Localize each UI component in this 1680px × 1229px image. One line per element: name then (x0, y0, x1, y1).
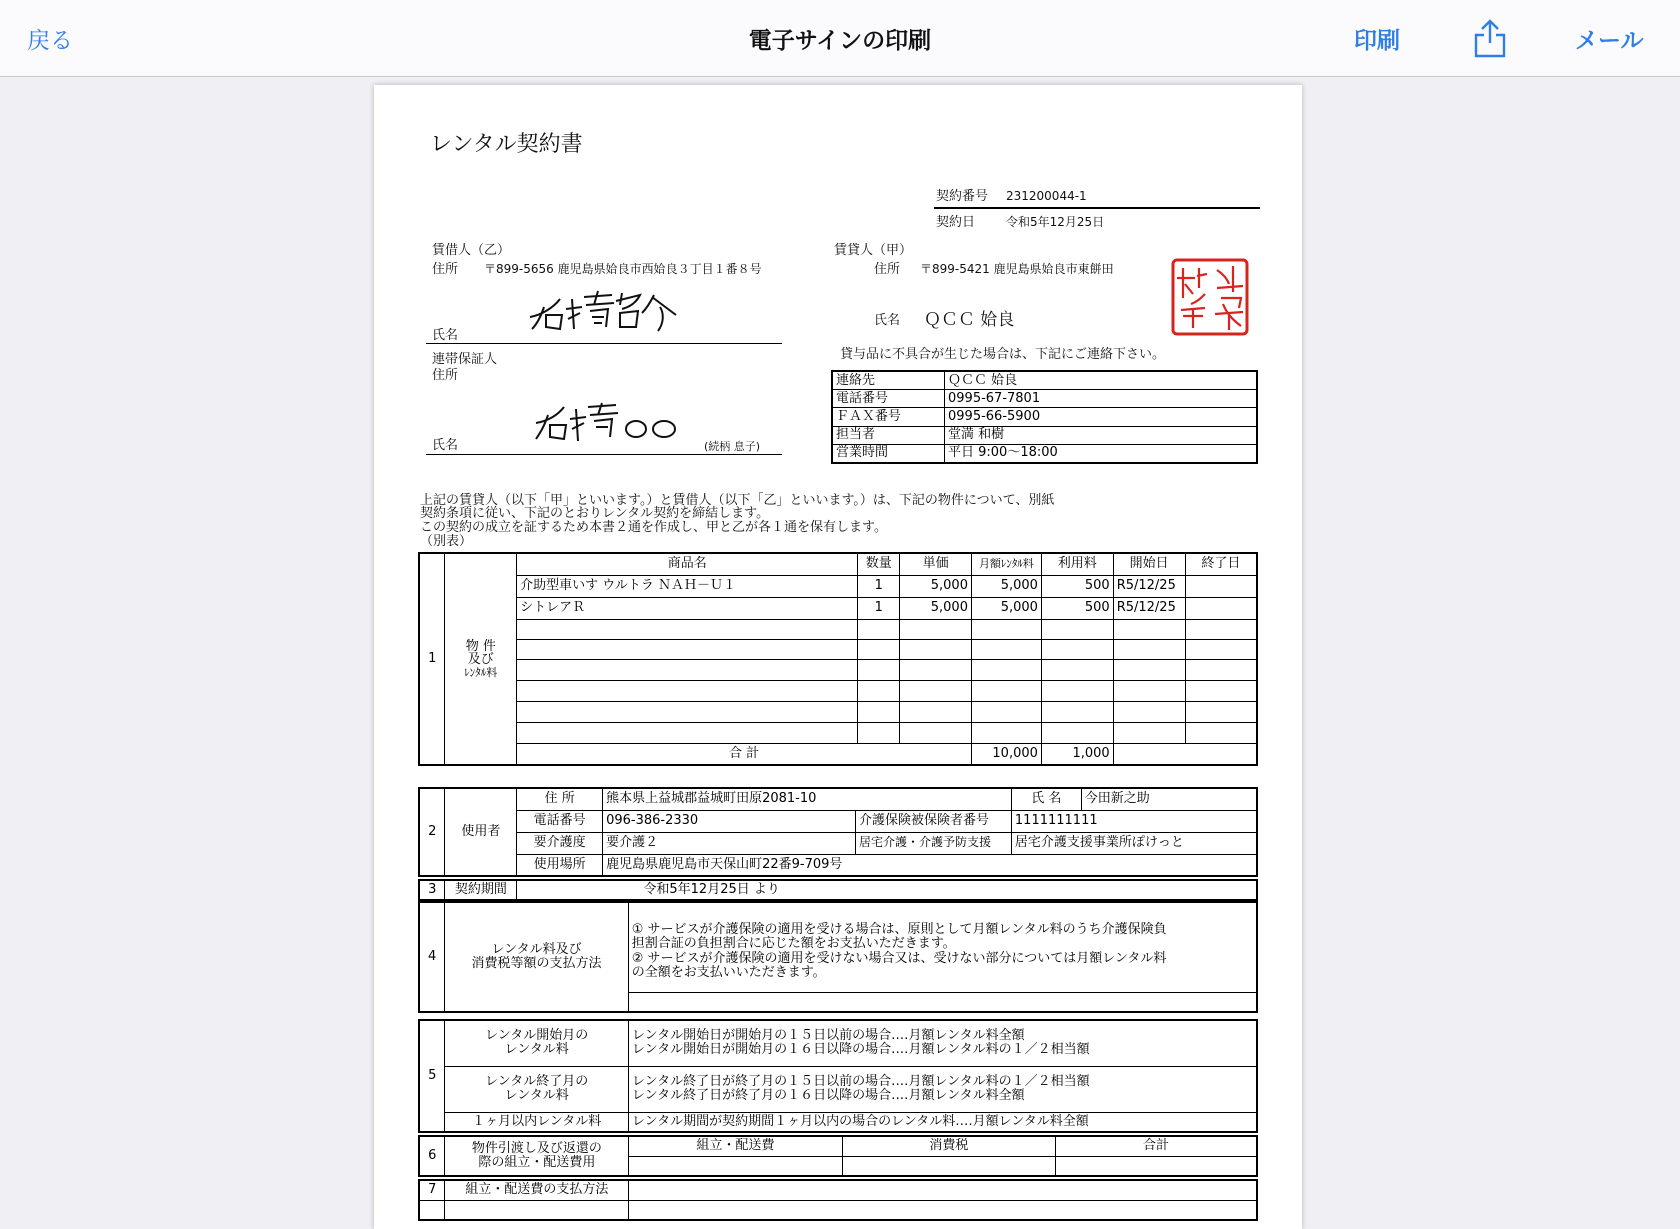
section-1-label (445, 553, 517, 765)
cell (842, 1156, 1055, 1176)
contract-date: 令和5年12月25日 (1006, 215, 1105, 229)
contact-row (832, 426, 1257, 444)
start-month-line: レンタル開始日が開始月の１５日以前の場合‥‥月額レンタル料全額 (631, 1027, 1025, 1043)
cell (1056, 1156, 1257, 1176)
lessor-name-label: 氏名 (874, 313, 901, 328)
cell (1113, 659, 1185, 680)
intro-line: 契約条項に従い、下記のとおりレンタル契約を締結します。 (420, 506, 770, 521)
cell (900, 701, 972, 722)
lessee-name-label: 氏名 (432, 328, 459, 343)
document-page (374, 85, 1302, 1229)
insured-no: 1111111111 (1011, 810, 1257, 832)
start-month-text (628, 1020, 1257, 1066)
contact-note: 貸与品に不具合が生じた場合は、下記にご連絡下さい。 (840, 347, 1166, 362)
total-label: 合 計 (517, 743, 972, 765)
section-2-label: 使用者 (445, 788, 517, 876)
cell (1185, 659, 1257, 680)
contact-label: 営業時間 (832, 444, 945, 463)
lessee-heading: 賃借人（乙） (432, 243, 511, 258)
contract-no-label: 契約番号 (936, 189, 989, 204)
section-1-label-line: 物 件 (465, 638, 496, 654)
table-row (419, 619, 1257, 639)
user-phone-label: 電話番号 (517, 810, 603, 832)
user-name: 今田新之助 (1081, 788, 1257, 810)
cell-start: R5/12/25 (1113, 597, 1185, 619)
payment-line: の全額をお支払いいただきます。 (631, 964, 826, 980)
cell-product: 介助型車いす ウルトラ ＮＡＨ－Ｕ１ (517, 575, 858, 597)
cell (1113, 722, 1185, 743)
payment-line: 担割合証の負担割合に応じた額をお支払いただきます。 (631, 936, 956, 952)
section-1-label-line: ﾚﾝﾀﾙ料 (464, 665, 498, 679)
table-row (419, 575, 1257, 597)
contract-date-label: 契約日 (936, 215, 976, 230)
cell (1041, 722, 1113, 743)
total-fee: 1,000 (1041, 743, 1113, 765)
section-3-number: 3 (419, 880, 445, 900)
cell (1041, 639, 1113, 659)
lessee-signature (524, 285, 694, 333)
section-6-number: 6 (419, 1136, 445, 1176)
cell (1185, 680, 1257, 701)
cell (900, 680, 972, 701)
payment-line: ② サービスが介護保険の適用を受けない場合又は、受けない部分については月額レンタル料 (631, 950, 1167, 966)
guarantor-address-label: 住所 (432, 368, 459, 383)
cell (1113, 743, 1257, 765)
table-row (419, 680, 1257, 701)
cell (900, 639, 972, 659)
lessee-address-label: 住所 (432, 262, 459, 277)
cell-product (517, 701, 858, 722)
section-6-table (418, 1135, 1258, 1177)
col-header-end: 終了日 (1185, 553, 1257, 575)
insured-label: 介護保険被保険者番号 (856, 810, 1012, 832)
cell (1185, 722, 1257, 743)
company-seal (1171, 258, 1249, 336)
section-4-label-line: レンタル料及び (491, 941, 582, 957)
col-header-unit-price: 単価 (900, 553, 972, 575)
guarantor-name-line (426, 454, 782, 455)
delivery-fee-header: 組立・配送費 (629, 1136, 843, 1156)
guarantor-signature (530, 401, 680, 447)
cell-fee: 500 (1041, 575, 1113, 597)
section-3-label: 契約期間 (445, 880, 517, 900)
cell (971, 701, 1041, 722)
cell-product (517, 619, 858, 639)
contact-value: ＱＣＣ 姶良 (945, 371, 1258, 390)
cell-product (517, 680, 858, 701)
section-6-label-line: 物件引渡し及び返還の (471, 1140, 602, 1156)
support-label: 居宅介護・介護予防支援 (856, 832, 1012, 854)
contract-no-underline (934, 207, 1260, 209)
cell (629, 1180, 1257, 1200)
table-row (419, 722, 1257, 743)
lessee-address: 〒899-5656 鹿児島県姶良市西姶良３丁目１番８号 (484, 262, 762, 276)
cell (419, 1200, 445, 1220)
share-icon[interactable] (1473, 18, 1507, 58)
section-7-label: 組立・配送費の支払方法 (445, 1180, 629, 1200)
cell-unit-price: 5,000 (900, 575, 972, 597)
cell (1113, 639, 1185, 659)
section-5-number: 5 (419, 1020, 445, 1132)
col-header-fee: 利用料 (1041, 553, 1113, 575)
cell (629, 1156, 843, 1176)
cell (1185, 619, 1257, 639)
end-month-label (445, 1066, 629, 1112)
back-button[interactable]: 戻る (27, 28, 73, 54)
cell-end (1185, 575, 1257, 597)
print-button[interactable]: 印刷 (1354, 28, 1400, 54)
start-month-line: レンタル開始日が開始月の１６日以降の場合‥‥月額レンタル料の１／２相当額 (631, 1042, 1090, 1058)
cell (628, 992, 1257, 1012)
cell (1113, 619, 1185, 639)
start-month-label (445, 1020, 629, 1066)
cell (971, 722, 1041, 743)
section-3-table (418, 879, 1258, 901)
cell (629, 1200, 1257, 1220)
contact-table (831, 370, 1258, 464)
care-level-label: 要介護度 (517, 832, 603, 854)
section-1-number: 1 (419, 553, 445, 765)
col-header-qty: 数量 (858, 553, 900, 575)
table-row (419, 597, 1257, 619)
place-label: 使用場所 (517, 854, 603, 876)
lessee-name-line (426, 343, 782, 344)
section-7-table (418, 1179, 1258, 1221)
section-6-label (445, 1136, 629, 1176)
cell (858, 701, 900, 722)
guarantor-relation: (続柄 息子) (704, 440, 761, 453)
user-address-label: 住 所 (517, 788, 603, 810)
document-title: レンタル契約書 (430, 132, 583, 157)
section-2-number: 2 (419, 788, 445, 876)
intro-line: （別表） (420, 534, 473, 549)
cell-product: シトレアＲ (517, 597, 858, 619)
table-row (419, 639, 1257, 659)
cell-fee: 500 (1041, 597, 1113, 619)
section-4-number: 4 (419, 902, 445, 1012)
contact-row (832, 371, 1257, 390)
table-row (419, 701, 1257, 722)
cell (900, 722, 972, 743)
support-value: 居宅介護支援事業所ぽけっと (1011, 832, 1257, 854)
contact-value: 0995-67-7801 (945, 390, 1258, 408)
section-5-table (418, 1019, 1258, 1133)
table-row (419, 659, 1257, 680)
intro-line: 上記の賃貸人（以下「甲」といいます。）と賃借人（以下「乙」といいます。）は、下記の物件について、別紙 (420, 493, 1055, 508)
cell-product (517, 722, 858, 743)
start-month-label-line: レンタル料 (504, 1042, 569, 1058)
end-month-text (628, 1066, 1257, 1112)
cell (900, 619, 972, 639)
cell-product (517, 659, 858, 680)
cell (858, 722, 900, 743)
contract-period: 令和5年12月25日 より (517, 880, 1257, 900)
lessor-name: ＱＣＣ 姶良 (924, 310, 1015, 330)
contact-label: ＦＡＸ番号 (832, 408, 945, 426)
section-6-label-line: 際の組立・配送費用 (478, 1155, 596, 1170)
cell-qty: 1 (858, 575, 900, 597)
cell (1041, 701, 1113, 722)
end-month-label-line: レンタル料 (504, 1088, 569, 1103)
col-header-monthly: 月額ﾚﾝﾀﾙ料 (971, 553, 1041, 575)
contact-label: 担当者 (832, 426, 945, 444)
section-4-label-line: 消費税等額の支払方法 (471, 956, 602, 971)
contact-value: 0995-66-5900 (945, 408, 1258, 426)
contact-row (832, 408, 1257, 426)
cell (858, 619, 900, 639)
section-7-number: 7 (419, 1180, 445, 1200)
end-month-line: レンタル終了日が終了月の１５日以前の場合‥‥月額レンタル料の１／２相当額 (631, 1073, 1090, 1089)
contact-row (832, 444, 1257, 463)
tax-header: 消費税 (842, 1136, 1055, 1156)
section-2-table (418, 787, 1258, 877)
lessor-address-label: 住所 (874, 262, 901, 277)
cell (858, 659, 900, 680)
contact-row (832, 390, 1257, 408)
contact-label: 電話番号 (832, 390, 945, 408)
cell (1185, 639, 1257, 659)
lessor-address: 〒899-5421 鹿児島県姶良市東餅田 (920, 262, 1114, 276)
section-1-label-line: 及び (467, 652, 494, 668)
contact-label: 連絡先 (832, 371, 945, 390)
user-phone: 096-386-2330 (603, 810, 856, 832)
cell (445, 1200, 629, 1220)
payment-method-text (628, 902, 1257, 992)
col-header-product: 商品名 (517, 553, 858, 575)
cell-product (517, 639, 858, 659)
lessor-heading: 賃貸人（甲） (834, 243, 913, 258)
intro-line: この契約の成立を証するため本書２通を作成し、甲と乙が各１通を保有します。 (420, 520, 887, 535)
cell-qty: 1 (858, 597, 900, 619)
cell (1185, 701, 1257, 722)
total-header: 合計 (1056, 1136, 1257, 1156)
total-monthly: 10,000 (971, 743, 1041, 765)
cell (858, 680, 900, 701)
cell (900, 659, 972, 680)
mail-button[interactable]: メール (1575, 28, 1644, 54)
user-name-label: 氏 名 (1011, 788, 1081, 810)
cell (971, 680, 1041, 701)
cell-unit-price: 5,000 (900, 597, 972, 619)
cell (1041, 619, 1113, 639)
cell (1041, 680, 1113, 701)
section-4-label (445, 902, 628, 1012)
cell (971, 619, 1041, 639)
care-level: 要介護２ (603, 832, 856, 854)
cell (858, 639, 900, 659)
cell-start: R5/12/25 (1113, 575, 1185, 597)
end-month-line: レンタル終了日が終了月の１６日以降の場合‥‥月額レンタル料全額 (631, 1088, 1025, 1103)
place-value: 鹿児島県鹿児島市天保山町22番9-709号 (603, 854, 1257, 876)
one-month-label: １ヶ月以内レンタル料 (445, 1112, 629, 1132)
navigation-bar (0, 0, 1680, 77)
end-month-label-line: レンタル終了月の (485, 1073, 589, 1089)
cell (1113, 680, 1185, 701)
cell (971, 659, 1041, 680)
total-row (419, 743, 1257, 765)
cell (971, 639, 1041, 659)
section-4-table (418, 901, 1258, 1013)
guarantor-name-label: 氏名 (432, 438, 459, 453)
cell-end (1185, 597, 1257, 619)
guarantor-heading: 連帯保証人 (432, 352, 498, 367)
contract-no: 231200044-1 (1006, 189, 1087, 203)
payment-line: ① サービスが介護保険の適用を受ける場合は、原則として月額レンタル料のうち介護保険負 (631, 922, 1167, 937)
cell-monthly: 5,000 (971, 575, 1041, 597)
page-title: 電子サインの印刷 (748, 28, 932, 54)
section-1-table (418, 552, 1258, 766)
start-month-label-line: レンタル開始月の (485, 1027, 589, 1043)
col-header-start: 開始日 (1113, 553, 1185, 575)
cell-monthly: 5,000 (971, 597, 1041, 619)
contact-value: 堂満 和樹 (945, 426, 1258, 444)
cell (1041, 659, 1113, 680)
cell (1113, 701, 1185, 722)
one-month-text: レンタル期間が契約期間１ヶ月以内の場合のレンタル料‥‥月額レンタル料全額 (628, 1112, 1257, 1132)
user-address: 熊本県上益城郡益城町田原2081-10 (603, 788, 1012, 810)
contact-value: 平日 9:00～18:00 (945, 444, 1258, 463)
